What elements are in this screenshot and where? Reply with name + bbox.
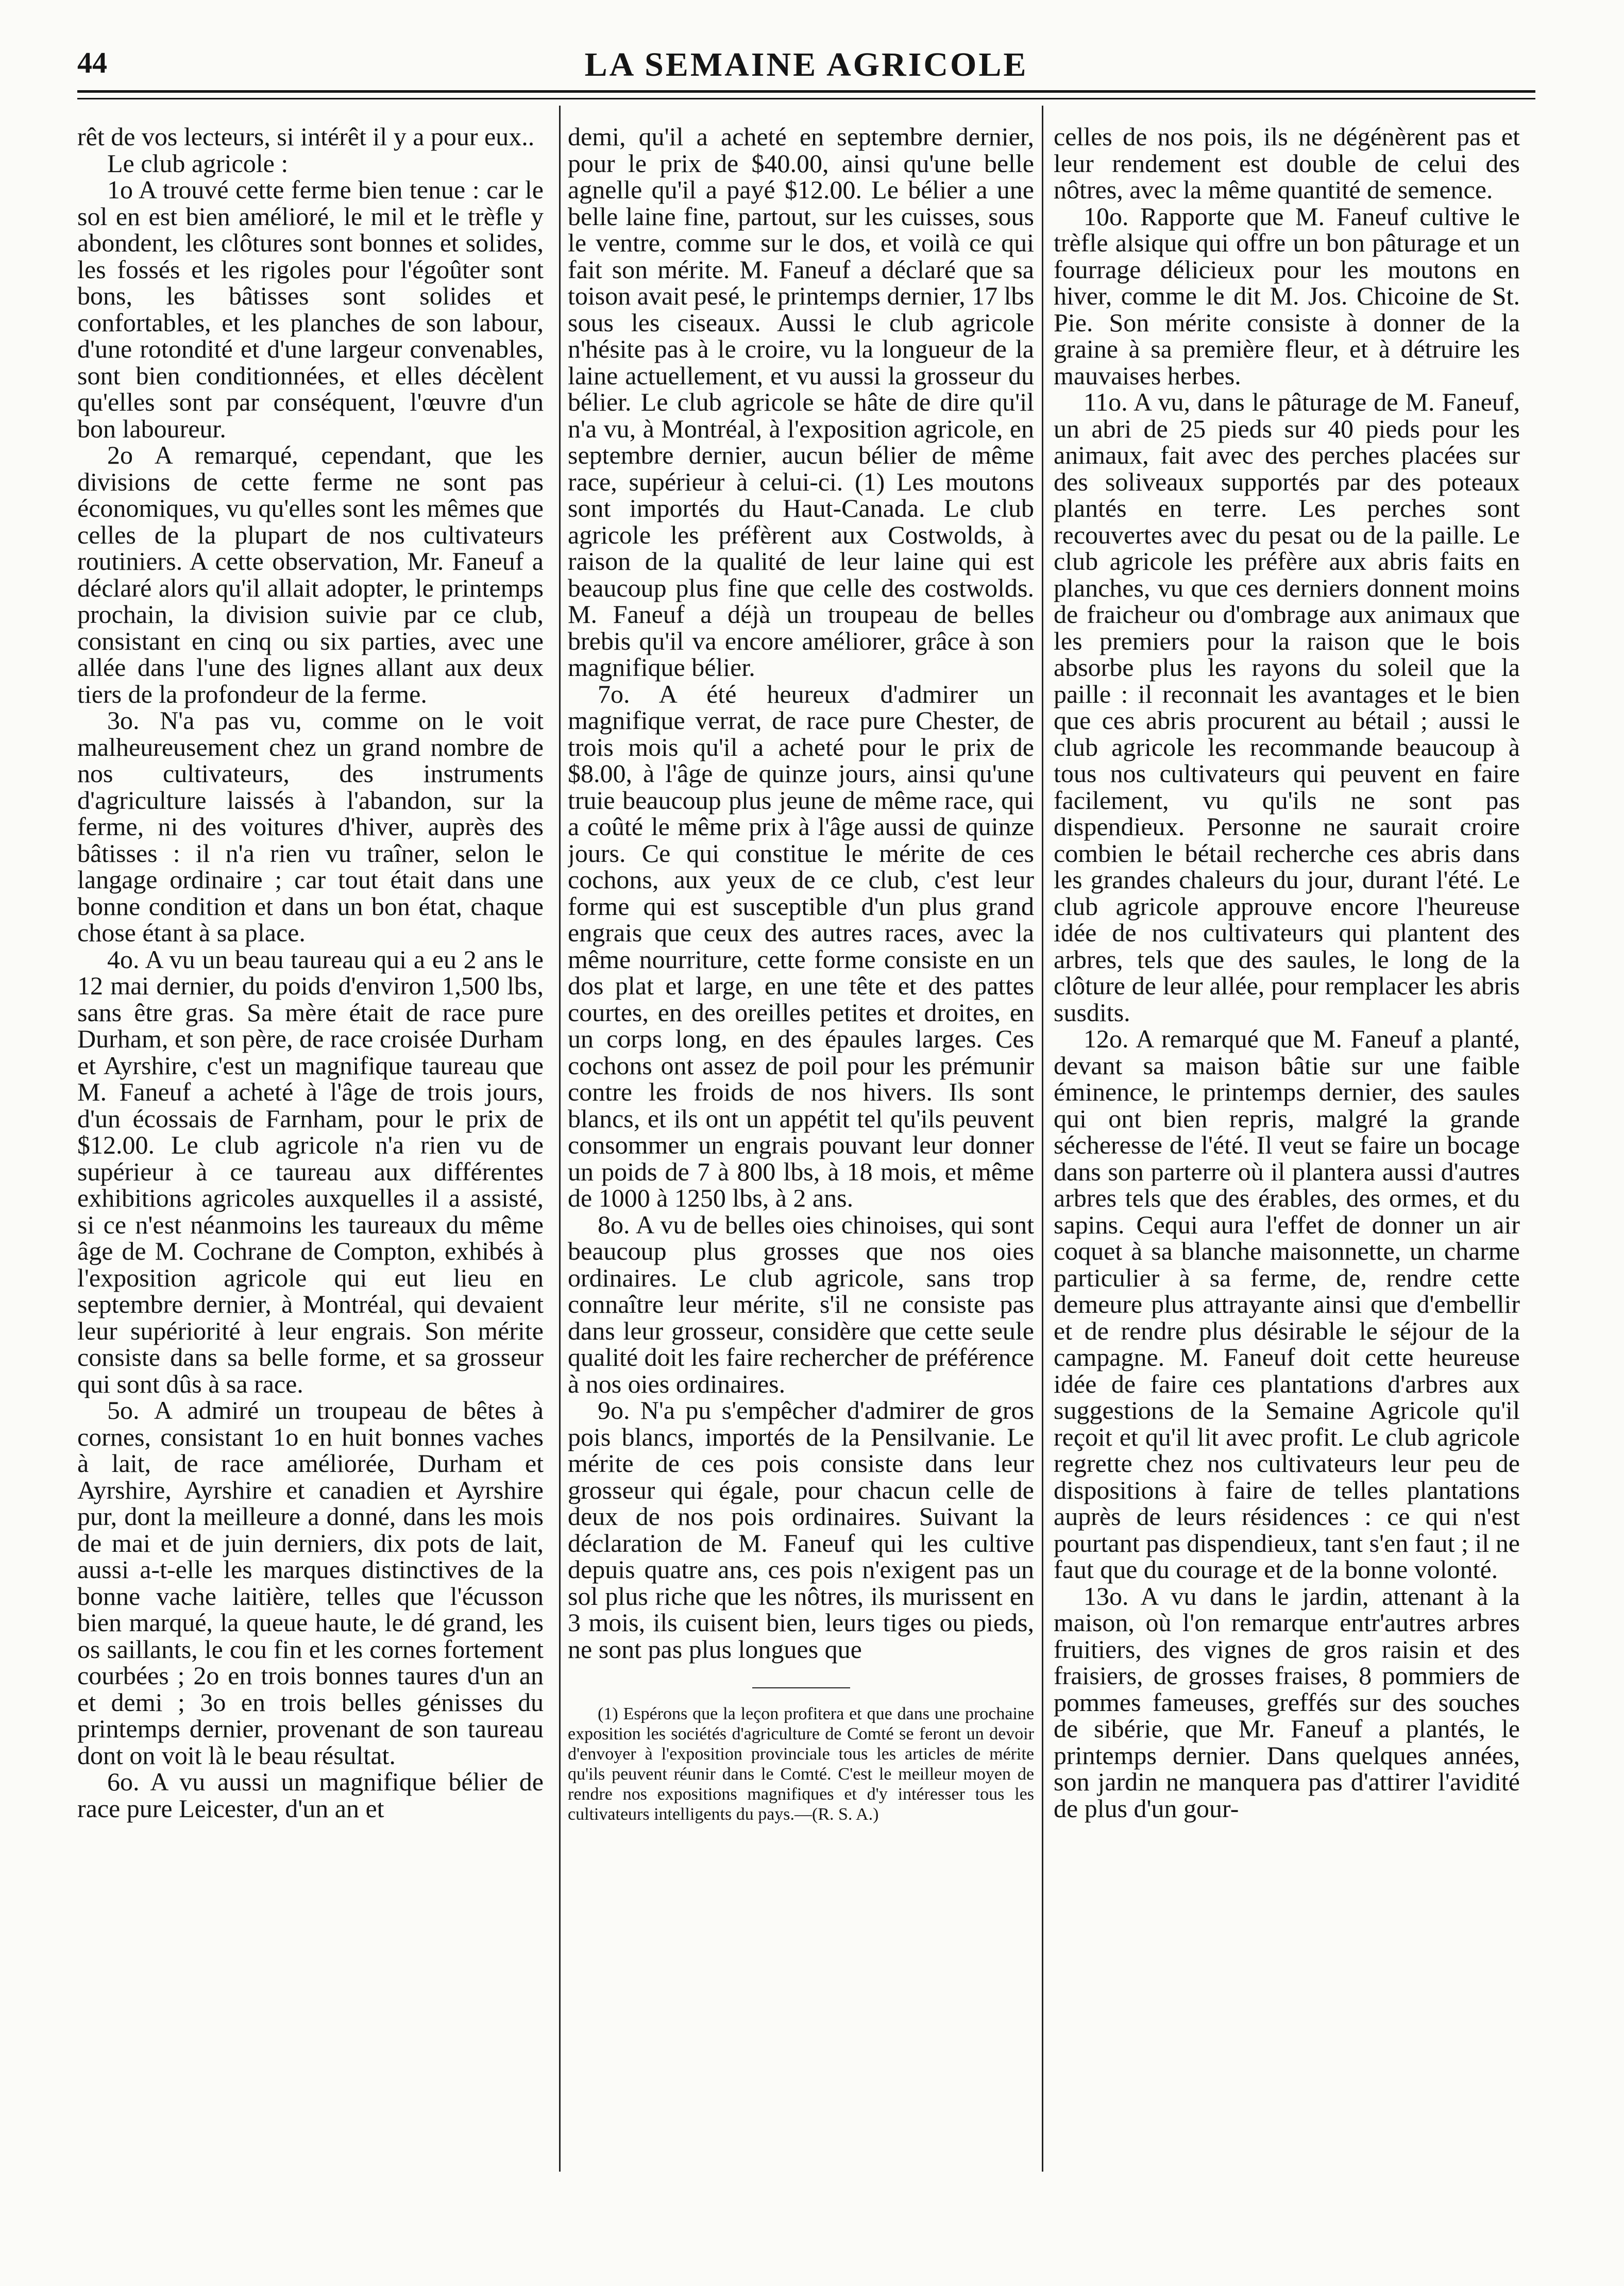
paragraph: 1o A trouvé cette ferme bien tenue : car le sol en est bien amélioré, le mil et le trèfle y abondent, les clôtures sont bonnes et solides, les fossés et les rigoles pour l'égoûter sont bons, les bâtisses sont solides et confortables, et les planches de son labour, d'une rotondité et d'une largeur convenables, sont bien conditionnées, et elles décèlent qu'elles sont par conséquent, l'œuvre d'un bon laboureur. [77, 175, 544, 443]
article-column-1 [77, 124, 544, 2177]
paragraph: 11o. A vu, dans le pâturage de M. Faneuf, un abri de 25 pieds sur 40 pieds pour les animaux, fait avec des perches placées sur des soliveaux supportés par des poteaux plantés en terre. Les perches sont recouvertes avec du pesat ou de la paille. Le club agricole les préfère aux abris faits en planches, vu que ces derniers donnent moins de fraicheur ou d'ombrage aux animaux que les premiers pour la raison que le bois absorbe plus les rayons du soleil que la paille : il reconnait les avantages et le bien que ces abris procurent au bétail ; aussi le club agricole les recommande beaucoup à tous nos cultivateurs qui peuvent en faire facilement, vu qu'ils ne sont pas dispendieux. Personne ne saurait croire combien le bétail recherche ces abris dans les grandes chaleurs du jour, durant l'été. Le club agricole approuve encore l'heureuse idée de nos cultivateurs qui plantent des arbres, tels que des saules, le long de la clôture de leur allée, pour remplacer les abris susdits. [1054, 387, 1520, 1027]
paragraph: rêt de vos lecteurs, si intérêt il y a pour eux.. [77, 124, 535, 151]
paragraph: 2o A remarqué, cependant, que les divisions de cette ferme ne sont pas économiques, vu qu'elles sont les mêmes que celles de la plupart de nos cultivateurs routiniers. A cette observation, Mr. Faneuf a déclaré alors qu'il allait adopter, le printemps prochain, la division suivie par ce club, consistant en cinq ou six parties, avec une allée dans l'une des lignes allant aux deux tiers de la profondeur de la ferme. [77, 441, 544, 708]
footnote-rule [752, 1687, 850, 1688]
article-column-2 [568, 124, 1034, 2177]
page-number: 44 [77, 46, 107, 79]
paragraph: 4o. A vu un beau taureau qui a eu 2 ans le 12 mai dernier, du poids d'environ 1,500 lbs, sans être gras. Sa mère était de race pure Durham, et son père, de race croisée Durham et Ayrshire, c'est un magnifique taureau que M. Faneuf a acheté à l'âge de trois jours, d'un écossais de Farnham, pour le prix de $12.00. Le club agricole n'a rien vu de supérieur à ce taureau aux différentes exhibitions agricoles auxquelles il a assisté, si ce n'est néanmoins les taureaux du même âge de M. Cochrane de Compton, exhibés à l'exposition agricole qui eut lieu en septembre dernier, à Montréal, qui devaient leur supériorité à leur engrais. Son mérite consiste dans sa belle forme, et sa grosseur qui sont dûs à sa race. [77, 944, 544, 1398]
paragraph: 9o. N'a pu s'empêcher d'admirer de gros pois blancs, importés de la Pensilvanie. Le mérite de ces pois consiste dans leur grosseur qui égale, pour chacun celle de deux de nos pois ordinaires. Suivant la déclaration de M. Faneuf qui les cultive depuis quatre ans, ces pois n'exigent pas un sol plus riche que les nôtres, ils murissent en 3 mois, ils cuisent bien, leurs tiges ou pieds, ne sont pas plus longues que [568, 1396, 1034, 1664]
column-divider [1042, 106, 1043, 2172]
journal-title: LA SEMAINE AGRICOLE [584, 46, 1028, 83]
paragraph: 12o. A remarqué que M. Faneuf a planté, devant sa maison bâtie sur une faible éminence, le printemps dernier, des saules qui ont bien repris, malgré la grande sécheresse de l'été. Il veut se faire un bocage dans son parterre où il plantera aussi d'autres arbres tels que des érables, des ormes, et du sapins. Cequi aura l'effet de donner un air coquet à sa blanche maisonnette, un charme particulier à sa ferme, de, rendre cette demeure plus attrayante ainsi que d'embellir et de rendre plus désirable le séjour de la campagne. M. Faneuf doit cette heureuse idée de faire ces plantations d'arbres aux suggestions de la Semaine Agricole qu'il reçoit et qu'il lit avec profit. Le club agricole regrette chez nos cultivateurs leur peu de dispositions à faire de telles plantations auprès de leurs résidences : ce qui n'est pourtant pas dispendieux, tant s'en faut ; il ne faut que du courage et de la bonne volonté. [1054, 1024, 1520, 1584]
paragraph: 5o. A admiré un troupeau de bêtes à cornes, consistant 1o en huit bonnes vaches à lait, de race améliorée, Durham et Ayrshire, Ayrshire et canadien et Ayrshire pur, dont la meilleure a donné, dans les mois de mai et de juin derniers, dix pots de lait, aussi a-t-elle les marques distinctives de la bonne vache laitière, telles que l'écusson bien marqué, la queue haute, le dé grand, les os saillants, le cou fin et les cornes fortement courbées ; 2o en trois bonnes taures d'un an et demi ; 3o en trois belles génisses du printemps dernier, provenant de son taureau dont on voit là le beau résultat. [77, 1396, 544, 1770]
header-rule-thin [77, 98, 1535, 99]
paragraph: 8o. A vu de belles oies chinoises, qui sont beaucoup plus grosses que nos oies ordinaires. Le club agricole, sans trop connaître leur mérite, s'il ne consiste pas dans leur grosseur, considère que cette seule qualité doit les faire rechercher de préférence à nos oies ordinaires. [568, 1210, 1034, 1398]
paragraph: demi, qu'il a acheté en septembre dernier, pour le prix de $40.00, ainsi qu'une belle agnelle qu'il a payé $12.00. Le bélier a une belle laine fine, partout, sur les cuisses, sous le ventre, comme sur le dos, et voilà ce qui fait son mérite. M. Faneuf a déclaré que sa toison avait pesé, le printemps dernier, 17 lbs sous les ciseaux. Aussi le club agricole n'hésite pas à le croire, vu la longueur de la laine actuellement, et vu aussi la grosseur du bélier. Le club agricole se hâte de dire qu'il n'a vu, à Montréal, à l'exposition agricole, en septembre dernier, aucun bélier de même race, supérieur à celui-ci. (1) Les moutons sont importés du Haut-Canada. Le club agricole les préfèrent aux Costwolds, à raison de la qualité de leur laine qui est beaucoup plus fine que celle des costwolds. M. Faneuf a déjà un troupeau de belles brebis qu'il va encore améliorer, grâce à son magnifique bélier. [568, 124, 1034, 682]
page-header [77, 45, 1535, 95]
paragraph: 10o. Rapporte que M. Faneuf cultive le trèfle alsique qui offre un bon pâturage et un fourrage délicieux pour les moutons en hiver, comme le dit M. Jos. Chicoine de St. Pie. Son mérite consiste à donner de la graine à sa première fleur, et à détruire les mauvaises herbes. [1054, 201, 1520, 390]
footnote: (1) Espérons que la leçon profitera et que dans une prochaine exposition les sociétés d'agriculture de Comté se feront un devoir d'envoyer à l'exposition provinciale tous les articles de mérite qu'ils peuvent réunir dans le Comté. C'est le meilleur moyen de rendre nos expositions magnifiques et d'y intéresser tous les cultivateurs intelligents du pays.—(R. S. A.) [568, 1704, 1034, 1824]
paragraph: 13o. A vu dans le jardin, attenant à la maison, où l'on remarque entr'autres arbres fruitiers, des vignes de gros raisin et des fraisiers, de grosses fraises, 8 pommiers de pommes fameuses, greffés sur des souches de sibérie, que Mr. Faneuf a plantés, le printemps dernier. Dans quelques années, son jardin ne manquera pas d'attirer l'avidité de plus d'un gour- [1054, 1581, 1520, 1823]
header-rule-thick [77, 90, 1535, 93]
paragraph: 6o. A vu aussi un magnifique bélier de race pure Leicester, d'un an et [77, 1767, 544, 1823]
column-divider [559, 106, 561, 2172]
paragraph: celles de nos pois, ils ne dégénèrent pas et leur rendement est double de celui des nôtres, avec la même quantité de semence. [1054, 124, 1520, 204]
paragraph: 3o. N'a pas vu, comme on le voit malheureusement chez un grand nombre de nos cultivateurs, des instruments d'agriculture laissés à l'abandon, sur la ferme, ni des voitures d'hiver, auprès des bâtisses : il n'a rien vu traîner, selon le langage ordinaire ; car tout était dans une bonne condition et dans un bon état, chaque chose étant à sa place. [77, 706, 544, 947]
article-column-3 [1054, 124, 1520, 2177]
paragraph: 7o. A été heureux d'admirer un magnifique verrat, de race pure Chester, de trois mois qu'il a acheté pour le prix de $8.00, à l'âge de quinze jours, ainsi qu'une truie beaucoup plus jeune de même race, qui a coûté le même prix à l'âge aussi de quinze jours. Ce qui constitue le mérite de ces cochons, aux yeux de ce club, c'est leur forme qui est susceptible d'un plus grand engrais que ceux des autres races, avec la même nourriture, cette forme consiste en un dos plat et large, en une tête et des pattes courtes, en des oreilles petites et droites, en un corps long, en des épaules larges. Ces cochons ont assez de poil pour les prémunir contre les froids de nos hivers. Ils sont blancs, et ils ont un appétit tel qu'ils peuvent consommer un engrais pouvant leur donner un poids de 7 à 800 lbs, à 18 mois, et même de 1000 à 1250 lbs, à 2 ans. [568, 679, 1034, 1212]
paragraph: Le club agricole : [107, 148, 289, 178]
